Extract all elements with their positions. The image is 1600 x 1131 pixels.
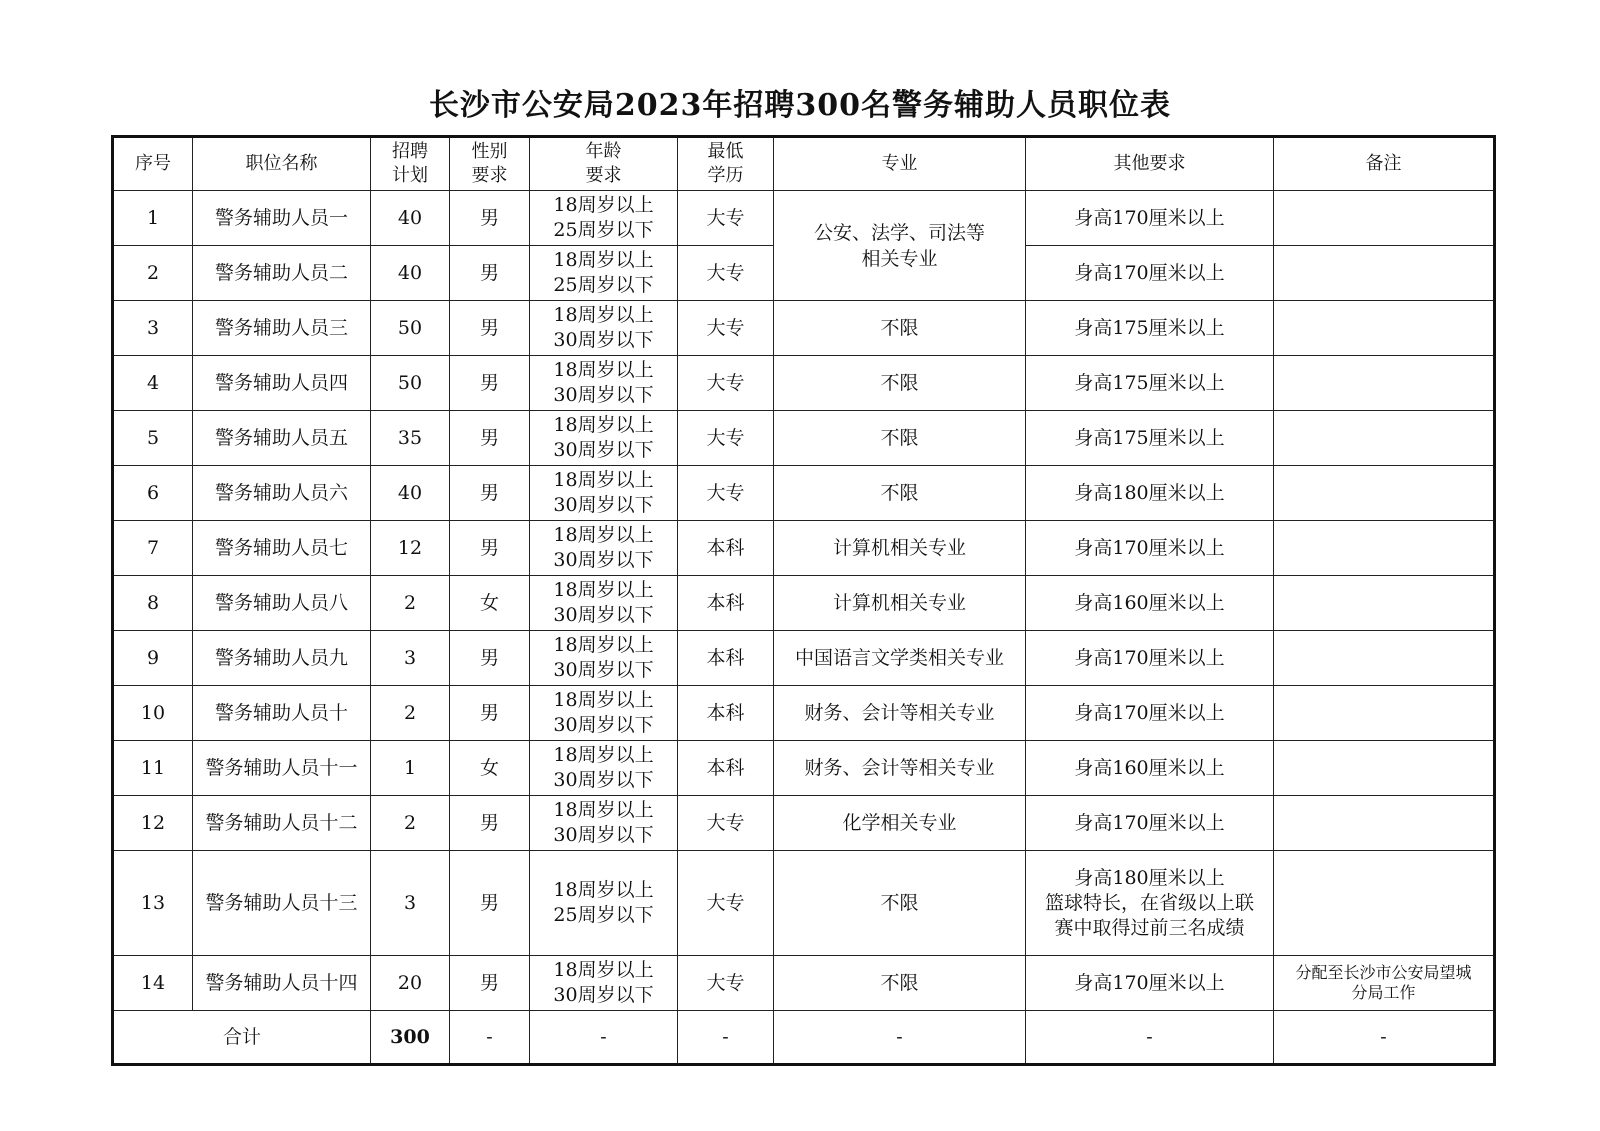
header-seq: 序号 — [113, 137, 193, 191]
cell-gender: 男 — [450, 851, 530, 956]
cell-quota: 20 — [371, 956, 450, 1011]
cell-other: 身高170厘米以上 — [1026, 686, 1274, 741]
cell-name: 警务辅助人员七 — [193, 521, 371, 576]
cell-edu: 大专 — [678, 356, 774, 411]
total-label: 合计 — [113, 1011, 371, 1065]
cell-age: 18周岁以上 30周岁以下 — [530, 796, 678, 851]
cell-seq: 9 — [113, 631, 193, 686]
cell-age: 18周岁以上 30周岁以下 — [530, 411, 678, 466]
table-row — [113, 411, 1495, 466]
header-age: 年龄 要求 — [530, 137, 678, 191]
cell-gender: 女 — [450, 576, 530, 631]
table-row — [113, 631, 1495, 686]
position-table — [111, 135, 1496, 1066]
table-row — [113, 741, 1495, 796]
cell-note — [1274, 521, 1495, 576]
table-header — [113, 137, 1495, 191]
cell-edu: 本科 — [678, 521, 774, 576]
cell-note: 分配至长沙市公安局望城 分局工作 — [1274, 956, 1495, 1011]
header-edu: 最低 学历 — [678, 137, 774, 191]
total-quota: 300 — [371, 1011, 450, 1065]
header-other: 其他要求 — [1026, 137, 1274, 191]
cell-edu: 本科 — [678, 576, 774, 631]
cell-major: 不限 — [774, 356, 1026, 411]
table-footer — [113, 1011, 1495, 1065]
cell-other: 身高175厘米以上 — [1026, 301, 1274, 356]
cell-seq: 1 — [113, 191, 193, 246]
cell-name: 警务辅助人员六 — [193, 466, 371, 521]
cell-edu: 大专 — [678, 411, 774, 466]
cell-seq: 6 — [113, 466, 193, 521]
cell-name: 警务辅助人员四 — [193, 356, 371, 411]
cell-major: 化学相关专业 — [774, 796, 1026, 851]
header-quota: 招聘 计划 — [371, 137, 450, 191]
cell-quota: 40 — [371, 191, 450, 246]
cell-seq: 10 — [113, 686, 193, 741]
cell-gender: 男 — [450, 356, 530, 411]
table-row — [113, 521, 1495, 576]
table-row — [113, 466, 1495, 521]
cell-gender: 男 — [450, 686, 530, 741]
cell-edu: 大专 — [678, 246, 774, 301]
cell-note — [1274, 411, 1495, 466]
cell-major: 不限 — [774, 851, 1026, 956]
cell-note — [1274, 466, 1495, 521]
cell-seq: 2 — [113, 246, 193, 301]
table-row — [113, 576, 1495, 631]
cell-quota: 3 — [371, 631, 450, 686]
cell-name: 警务辅助人员十三 — [193, 851, 371, 956]
cell-seq: 14 — [113, 956, 193, 1011]
total-gender: - — [450, 1011, 530, 1065]
table-row — [113, 956, 1495, 1011]
cell-note — [1274, 741, 1495, 796]
cell-seq: 11 — [113, 741, 193, 796]
cell-note — [1274, 576, 1495, 631]
cell-major: 计算机相关专业 — [774, 521, 1026, 576]
cell-seq: 8 — [113, 576, 193, 631]
cell-other: 身高160厘米以上 — [1026, 576, 1274, 631]
header-name: 职位名称 — [193, 137, 371, 191]
cell-gender: 男 — [450, 301, 530, 356]
cell-other: 身高170厘米以上 — [1026, 521, 1274, 576]
cell-quota: 2 — [371, 686, 450, 741]
cell-age: 18周岁以上 25周岁以下 — [530, 191, 678, 246]
cell-major: 计算机相关专业 — [774, 576, 1026, 631]
cell-gender: 男 — [450, 521, 530, 576]
cell-other: 身高170厘米以上 — [1026, 796, 1274, 851]
cell-seq: 7 — [113, 521, 193, 576]
cell-name: 警务辅助人员三 — [193, 301, 371, 356]
table-row — [113, 356, 1495, 411]
cell-other: 身高175厘米以上 — [1026, 356, 1274, 411]
header-gender: 性别 要求 — [450, 137, 530, 191]
cell-other: 身高170厘米以上 — [1026, 956, 1274, 1011]
cell-gender: 男 — [450, 411, 530, 466]
cell-major: 不限 — [774, 956, 1026, 1011]
cell-age: 18周岁以上 30周岁以下 — [530, 521, 678, 576]
cell-edu: 本科 — [678, 631, 774, 686]
cell-name: 警务辅助人员十二 — [193, 796, 371, 851]
cell-other: 身高170厘米以上 — [1026, 246, 1274, 301]
cell-gender: 男 — [450, 246, 530, 301]
cell-age: 18周岁以上 30周岁以下 — [530, 686, 678, 741]
cell-name: 警务辅助人员八 — [193, 576, 371, 631]
cell-note — [1274, 796, 1495, 851]
cell-age: 18周岁以上 30周岁以下 — [530, 741, 678, 796]
cell-quota: 40 — [371, 466, 450, 521]
cell-other: 身高175厘米以上 — [1026, 411, 1274, 466]
cell-name: 警务辅助人员五 — [193, 411, 371, 466]
total-row — [113, 1011, 1495, 1065]
cell-other: 身高170厘米以上 — [1026, 631, 1274, 686]
header-major: 专业 — [774, 137, 1026, 191]
cell-gender: 男 — [450, 466, 530, 521]
cell-quota: 12 — [371, 521, 450, 576]
cell-note — [1274, 301, 1495, 356]
total-major: - — [774, 1011, 1026, 1065]
cell-edu: 大专 — [678, 191, 774, 246]
table-row — [113, 851, 1495, 956]
cell-other: 身高160厘米以上 — [1026, 741, 1274, 796]
cell-name: 警务辅助人员十一 — [193, 741, 371, 796]
table-row — [113, 686, 1495, 741]
cell-seq: 4 — [113, 356, 193, 411]
header-note: 备注 — [1274, 137, 1495, 191]
cell-name: 警务辅助人员一 — [193, 191, 371, 246]
total-age: - — [530, 1011, 678, 1065]
cell-quota: 1 — [371, 741, 450, 796]
cell-name: 警务辅助人员十 — [193, 686, 371, 741]
cell-quota: 40 — [371, 246, 450, 301]
cell-note — [1274, 191, 1495, 246]
cell-other: 身高180厘米以上 篮球特长，在省级以上联 赛中取得过前三名成绩 — [1026, 851, 1274, 956]
cell-edu: 本科 — [678, 741, 774, 796]
cell-other: 身高170厘米以上 — [1026, 191, 1274, 246]
cell-major: 不限 — [774, 466, 1026, 521]
page-title: 长沙市公安局2023年招聘300名警务辅助人员职位表 — [428, 88, 1172, 123]
cell-gender: 男 — [450, 956, 530, 1011]
total-other: - — [1026, 1011, 1274, 1065]
cell-quota: 2 — [371, 576, 450, 631]
total-note: - — [1274, 1011, 1495, 1065]
header-row — [113, 137, 1495, 191]
table-row — [113, 796, 1495, 851]
cell-edu: 大专 — [678, 466, 774, 521]
cell-seq: 13 — [113, 851, 193, 956]
cell-age: 18周岁以上 30周岁以下 — [530, 466, 678, 521]
table-body — [113, 191, 1495, 1011]
cell-seq: 12 — [113, 796, 193, 851]
cell-quota: 50 — [371, 356, 450, 411]
cell-other: 身高180厘米以上 — [1026, 466, 1274, 521]
cell-note — [1274, 686, 1495, 741]
cell-age: 18周岁以上 25周岁以下 — [530, 246, 678, 301]
cell-major: 公安、法学、司法等 相关专业 — [774, 191, 1026, 301]
cell-major: 不限 — [774, 301, 1026, 356]
cell-name: 警务辅助人员十四 — [193, 956, 371, 1011]
cell-age: 18周岁以上 30周岁以下 — [530, 356, 678, 411]
cell-name: 警务辅助人员二 — [193, 246, 371, 301]
cell-age: 18周岁以上 30周岁以下 — [530, 576, 678, 631]
cell-quota: 50 — [371, 301, 450, 356]
cell-age: 18周岁以上 30周岁以下 — [530, 631, 678, 686]
cell-major: 不限 — [774, 411, 1026, 466]
cell-gender: 男 — [450, 631, 530, 686]
cell-note — [1274, 631, 1495, 686]
cell-edu: 大专 — [678, 851, 774, 956]
cell-age: 18周岁以上 30周岁以下 — [530, 956, 678, 1011]
cell-edu: 大专 — [678, 796, 774, 851]
cell-major: 财务、会计等相关专业 — [774, 741, 1026, 796]
cell-edu: 大专 — [678, 301, 774, 356]
cell-edu: 大专 — [678, 956, 774, 1011]
cell-age: 18周岁以上 25周岁以下 — [530, 851, 678, 956]
cell-note — [1274, 356, 1495, 411]
cell-quota: 3 — [371, 851, 450, 956]
cell-seq: 3 — [113, 301, 193, 356]
cell-quota: 35 — [371, 411, 450, 466]
cell-note — [1274, 246, 1495, 301]
cell-name: 警务辅助人员九 — [193, 631, 371, 686]
cell-quota: 2 — [371, 796, 450, 851]
cell-major: 中国语言文学类相关专业 — [774, 631, 1026, 686]
cell-major: 财务、会计等相关专业 — [774, 686, 1026, 741]
table-row — [113, 301, 1495, 356]
cell-gender: 男 — [450, 191, 530, 246]
total-edu: - — [678, 1011, 774, 1065]
cell-note — [1274, 851, 1495, 956]
cell-seq: 5 — [113, 411, 193, 466]
table-row — [113, 191, 1495, 246]
cell-age: 18周岁以上 30周岁以下 — [530, 301, 678, 356]
cell-edu: 本科 — [678, 686, 774, 741]
cell-gender: 男 — [450, 796, 530, 851]
cell-gender: 女 — [450, 741, 530, 796]
